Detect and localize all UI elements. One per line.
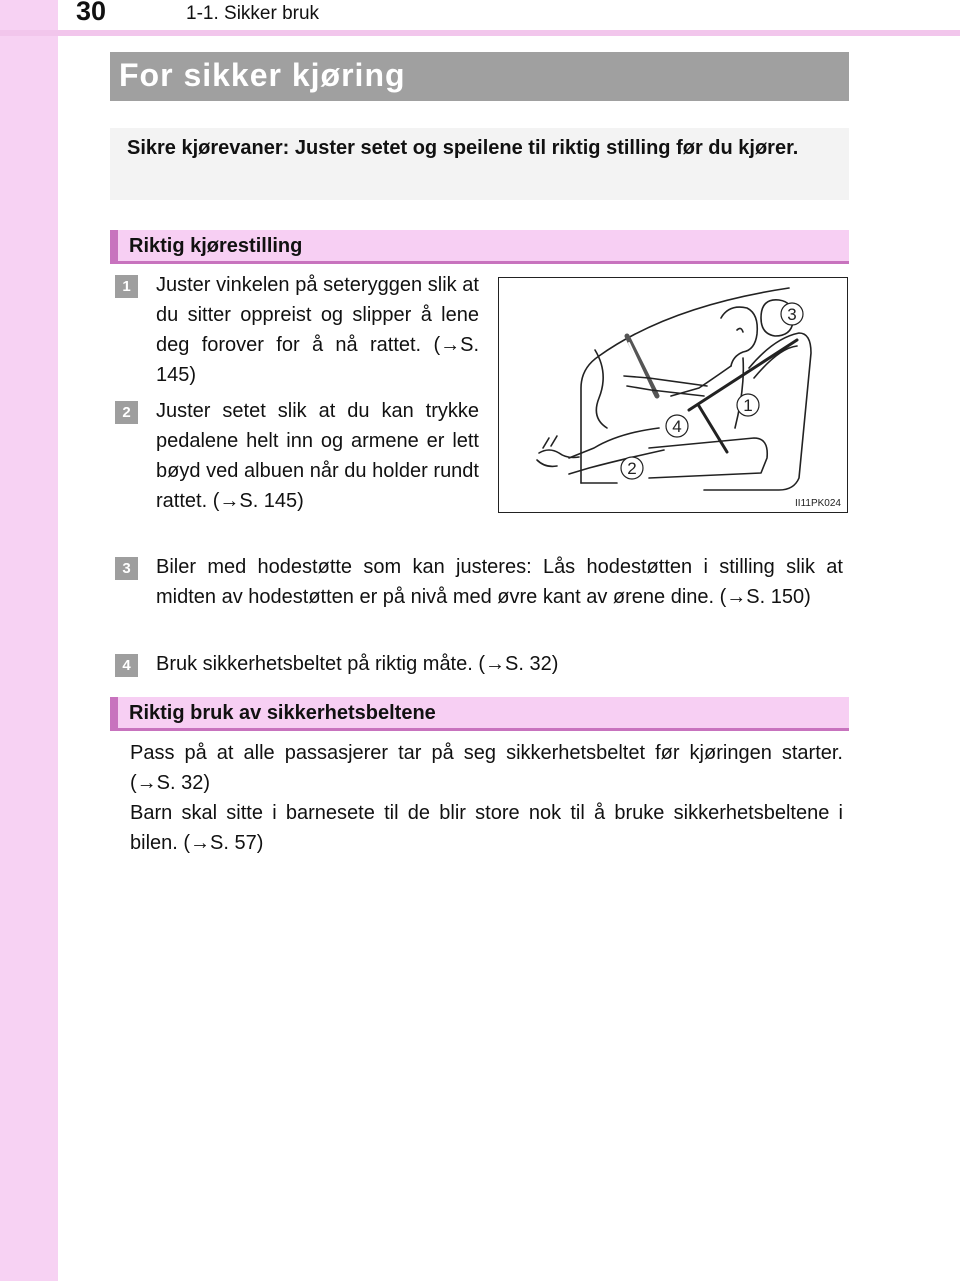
header-rule [0, 30, 960, 36]
item-number-1: 1 [115, 275, 138, 298]
item-4-text: Bruk sikkerhetsbeltet på riktig måte. (→S. 32) [156, 653, 559, 675]
subheading-driving-position: Riktig kjørestilling [110, 230, 849, 264]
item-3-text: Biler med hodestøtte som kan justeres: Lås hodestøtten i stilling slik at midten av hodestøtten er på nivå med øvre kant av ørene dine. (→S. 150) [156, 556, 843, 608]
left-margin-band [0, 0, 58, 1281]
callout-4: 4 [672, 417, 682, 436]
seated-driver-illustration [499, 278, 847, 512]
seatbelt-paragraph-1: Pass på at alle passasjerer tar på seg sikkerhetsbeltet før kjøringen starter. (→S. 32) [130, 742, 843, 794]
item-number-3: 3 [115, 557, 138, 580]
driving-position-figure [498, 277, 848, 513]
page-title: For sikker kjøring [110, 52, 849, 101]
section-reference: 1-1. Sikker bruk [186, 3, 320, 24]
subheading-seatbelt-use: Riktig bruk av sikkerhetsbeltene [110, 697, 849, 731]
item-2-text: Juster setet slik at du kan trykke pedalene helt inn og armene er lett bøyd ved albuen når du holder rundt rattet. (→S. 145) [156, 400, 479, 512]
item-1-text: Juster vinkelen på seteryggen slik at du sitter oppreist og slipper å lene deg forover for å nå rattet. (→S. 145) [156, 274, 479, 386]
seatbelt-paragraph-2: Barn skal sitte i barnesete til de blir store nok til å bruke sikkerhetsbeltene i bilen. (→S. 57) [130, 802, 843, 854]
callout-2: 2 [627, 459, 637, 478]
item-number-4: 4 [115, 654, 138, 677]
item-number-2: 2 [115, 401, 138, 424]
figure-code: II11PK024 [795, 498, 841, 509]
callout-3: 3 [787, 305, 797, 324]
page-number: 30 [76, 0, 107, 26]
callout-1: 1 [743, 396, 753, 415]
intro-box: Sikre kjørevaner: Juster setet og speilene til riktig stilling før du kjører. [110, 128, 849, 200]
